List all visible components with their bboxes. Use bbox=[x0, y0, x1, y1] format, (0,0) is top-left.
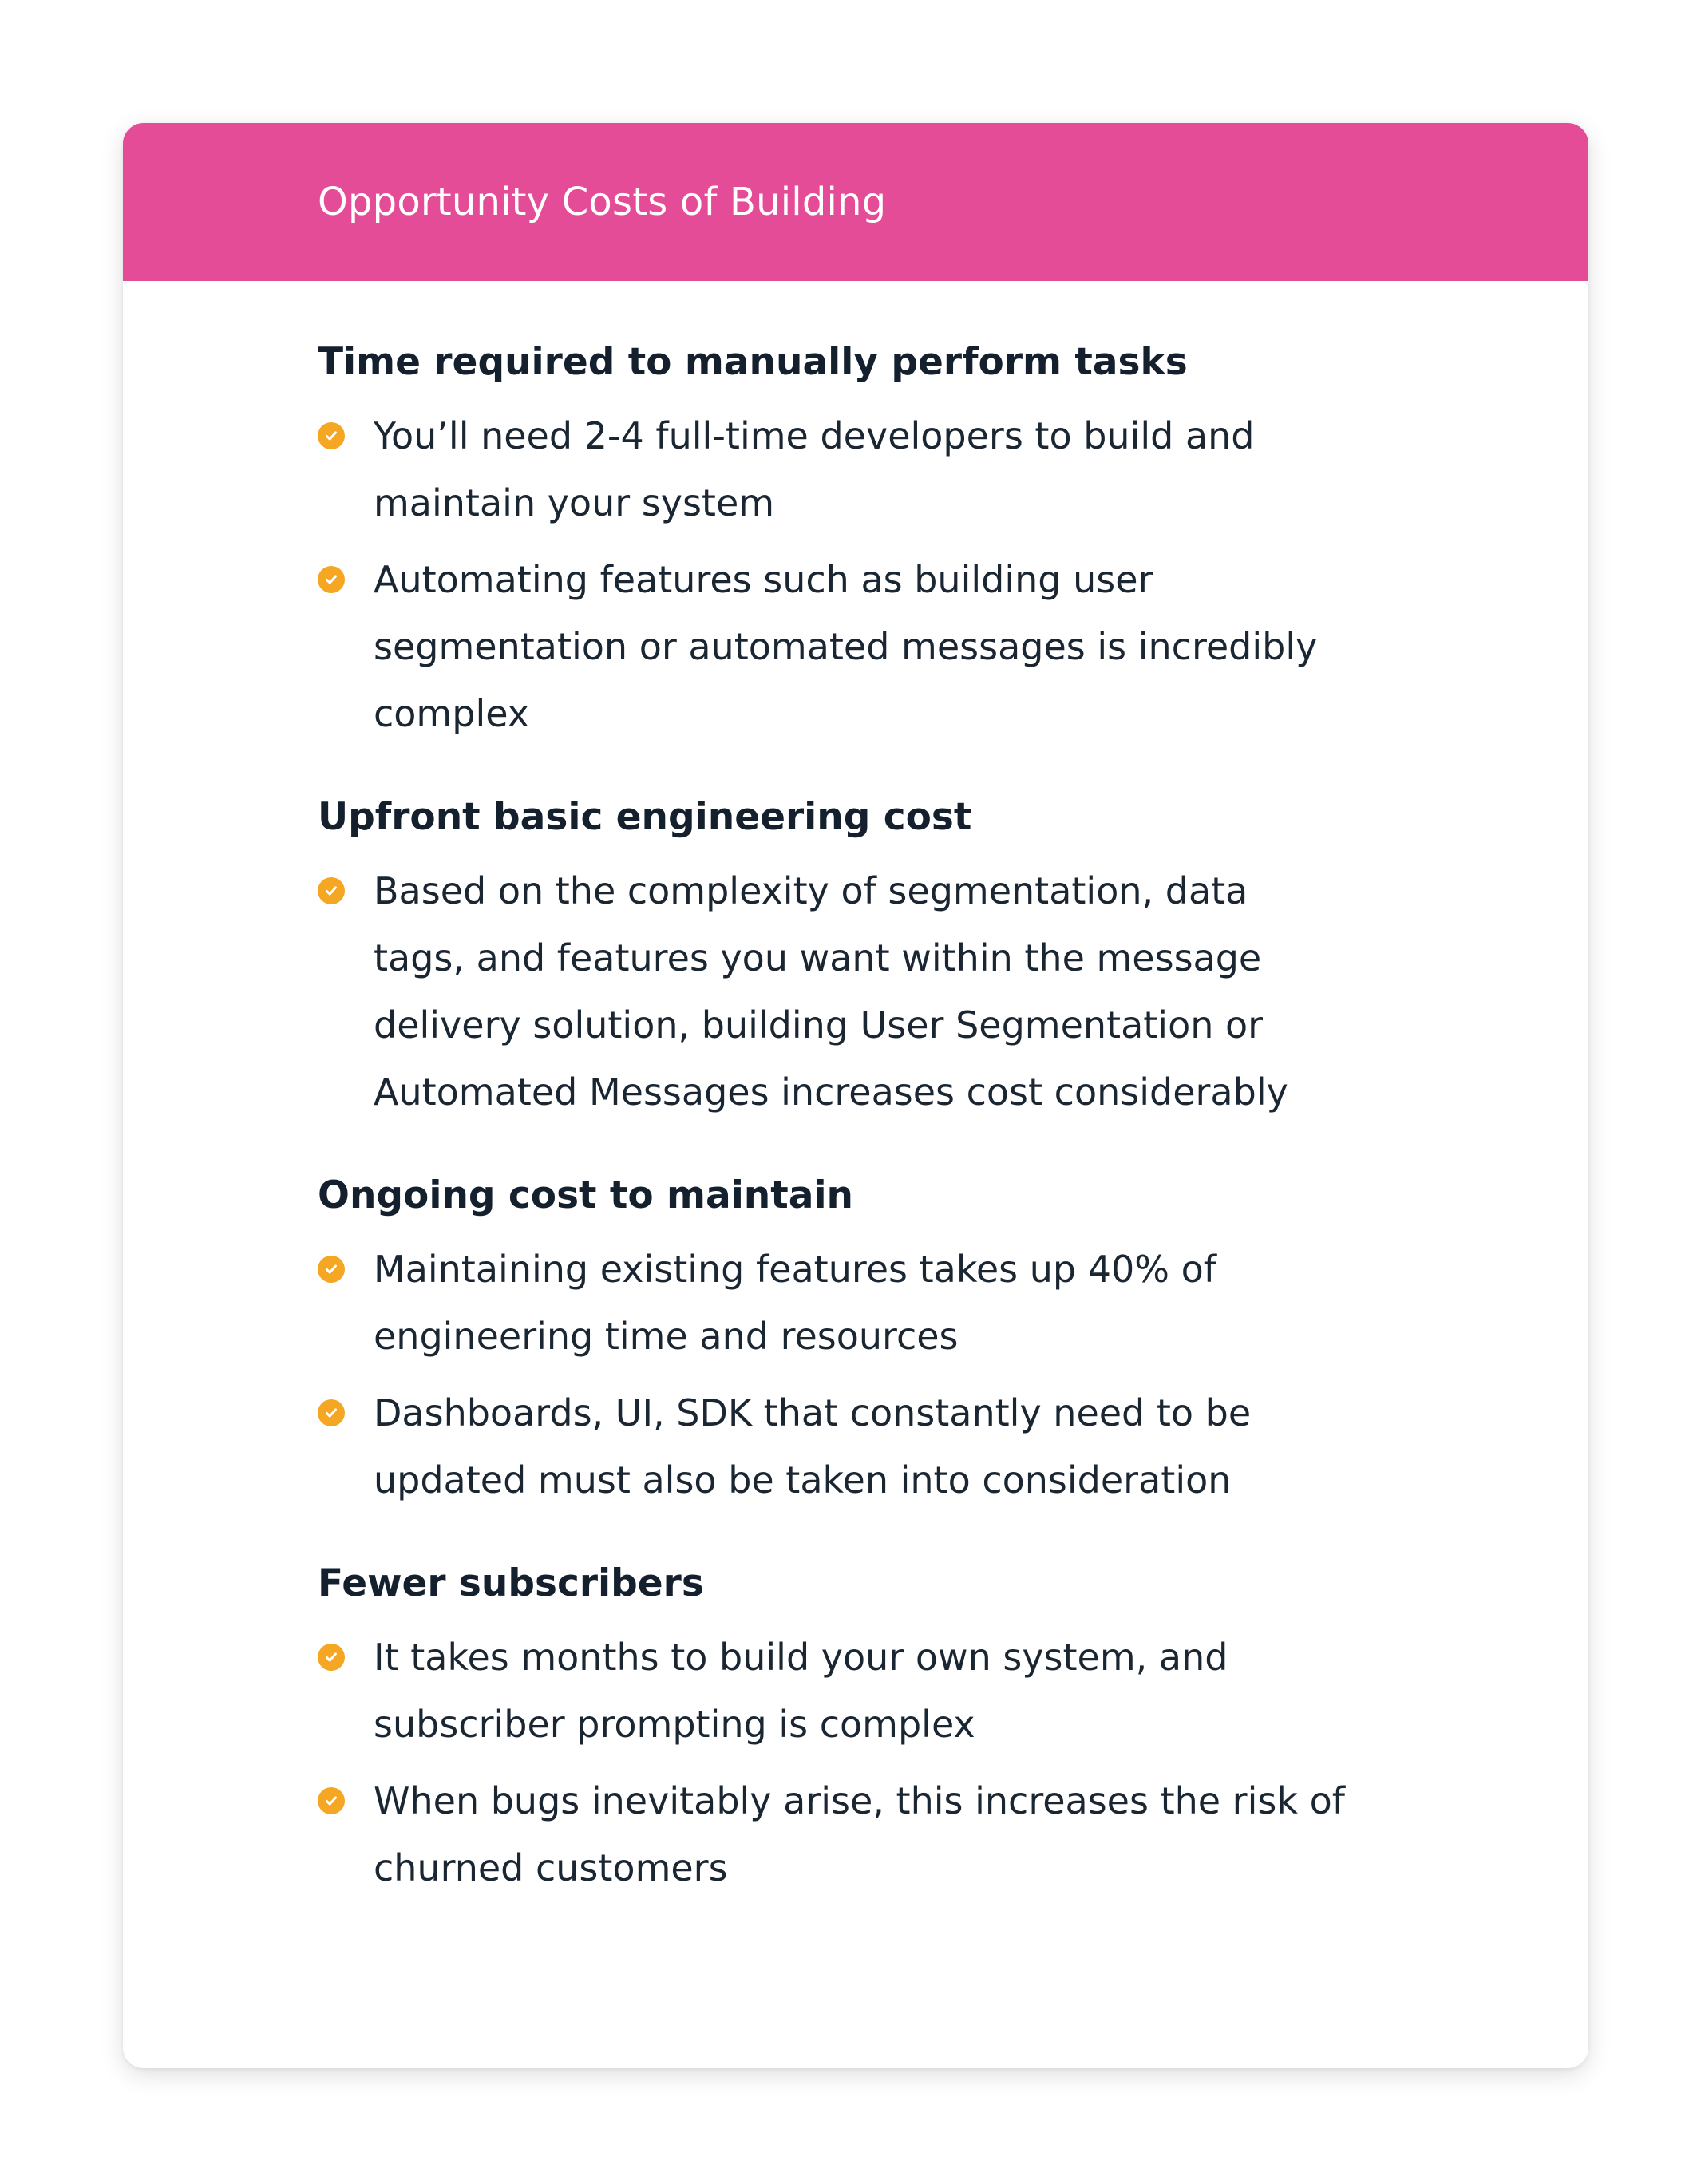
card-title: Opportunity Costs of Building bbox=[318, 180, 887, 224]
bullet-list bbox=[318, 1236, 1349, 1513]
list-item bbox=[318, 1624, 1349, 1758]
bullet-list bbox=[318, 1624, 1349, 1901]
bullet-list bbox=[318, 402, 1349, 747]
list-item-text: Automating features such as building user segmentation or automated messages is incredibly complex bbox=[374, 558, 1318, 735]
section-heading: Time required to manually perform tasks bbox=[318, 340, 1188, 384]
check-circle-icon bbox=[318, 566, 345, 593]
check-circle-icon bbox=[318, 1787, 345, 1814]
section-upfront-cost bbox=[318, 785, 1349, 1126]
list-item-text: It takes months to build your own system, and subscriber prompting is complex bbox=[374, 1636, 1228, 1746]
list-item bbox=[318, 1379, 1349, 1513]
list-item bbox=[318, 546, 1349, 747]
opportunity-costs-card bbox=[123, 123, 1588, 2068]
check-circle-icon bbox=[318, 1256, 345, 1283]
section-ongoing-cost bbox=[318, 1164, 1349, 1513]
section-fewer-subscribers bbox=[318, 1552, 1349, 1901]
section-heading: Fewer subscribers bbox=[318, 1561, 704, 1605]
list-item-text: Based on the complexity of segmentation, data tags, and features you want within the message delivery solution, building User Segmentation or Automated Messages increases cost considerably bbox=[374, 869, 1288, 1114]
check-circle-icon bbox=[318, 1644, 345, 1671]
list-item bbox=[318, 1767, 1349, 1901]
check-circle-icon bbox=[318, 422, 345, 449]
list-item bbox=[318, 402, 1349, 536]
section-heading: Ongoing cost to maintain bbox=[318, 1173, 854, 1217]
list-item bbox=[318, 1236, 1349, 1370]
list-item bbox=[318, 857, 1349, 1126]
section-time-required bbox=[318, 330, 1349, 747]
bullet-list bbox=[318, 857, 1349, 1126]
card-body bbox=[123, 281, 1588, 1901]
list-item-text: When bugs inevitably arise, this increases the risk of churned customers bbox=[374, 1779, 1345, 1889]
check-circle-icon bbox=[318, 877, 345, 904]
list-item-text: You’ll need 2-4 full-time developers to build and maintain your system bbox=[374, 414, 1255, 524]
check-circle-icon bbox=[318, 1399, 345, 1426]
list-item-text: Maintaining existing features takes up 40% of engineering time and resources bbox=[374, 1248, 1216, 1358]
list-item-text: Dashboards, UI, SDK that constantly need to be updated must also be taken into consideration bbox=[374, 1391, 1252, 1502]
card-header bbox=[123, 123, 1588, 281]
section-heading: Upfront basic engineering cost bbox=[318, 795, 972, 839]
